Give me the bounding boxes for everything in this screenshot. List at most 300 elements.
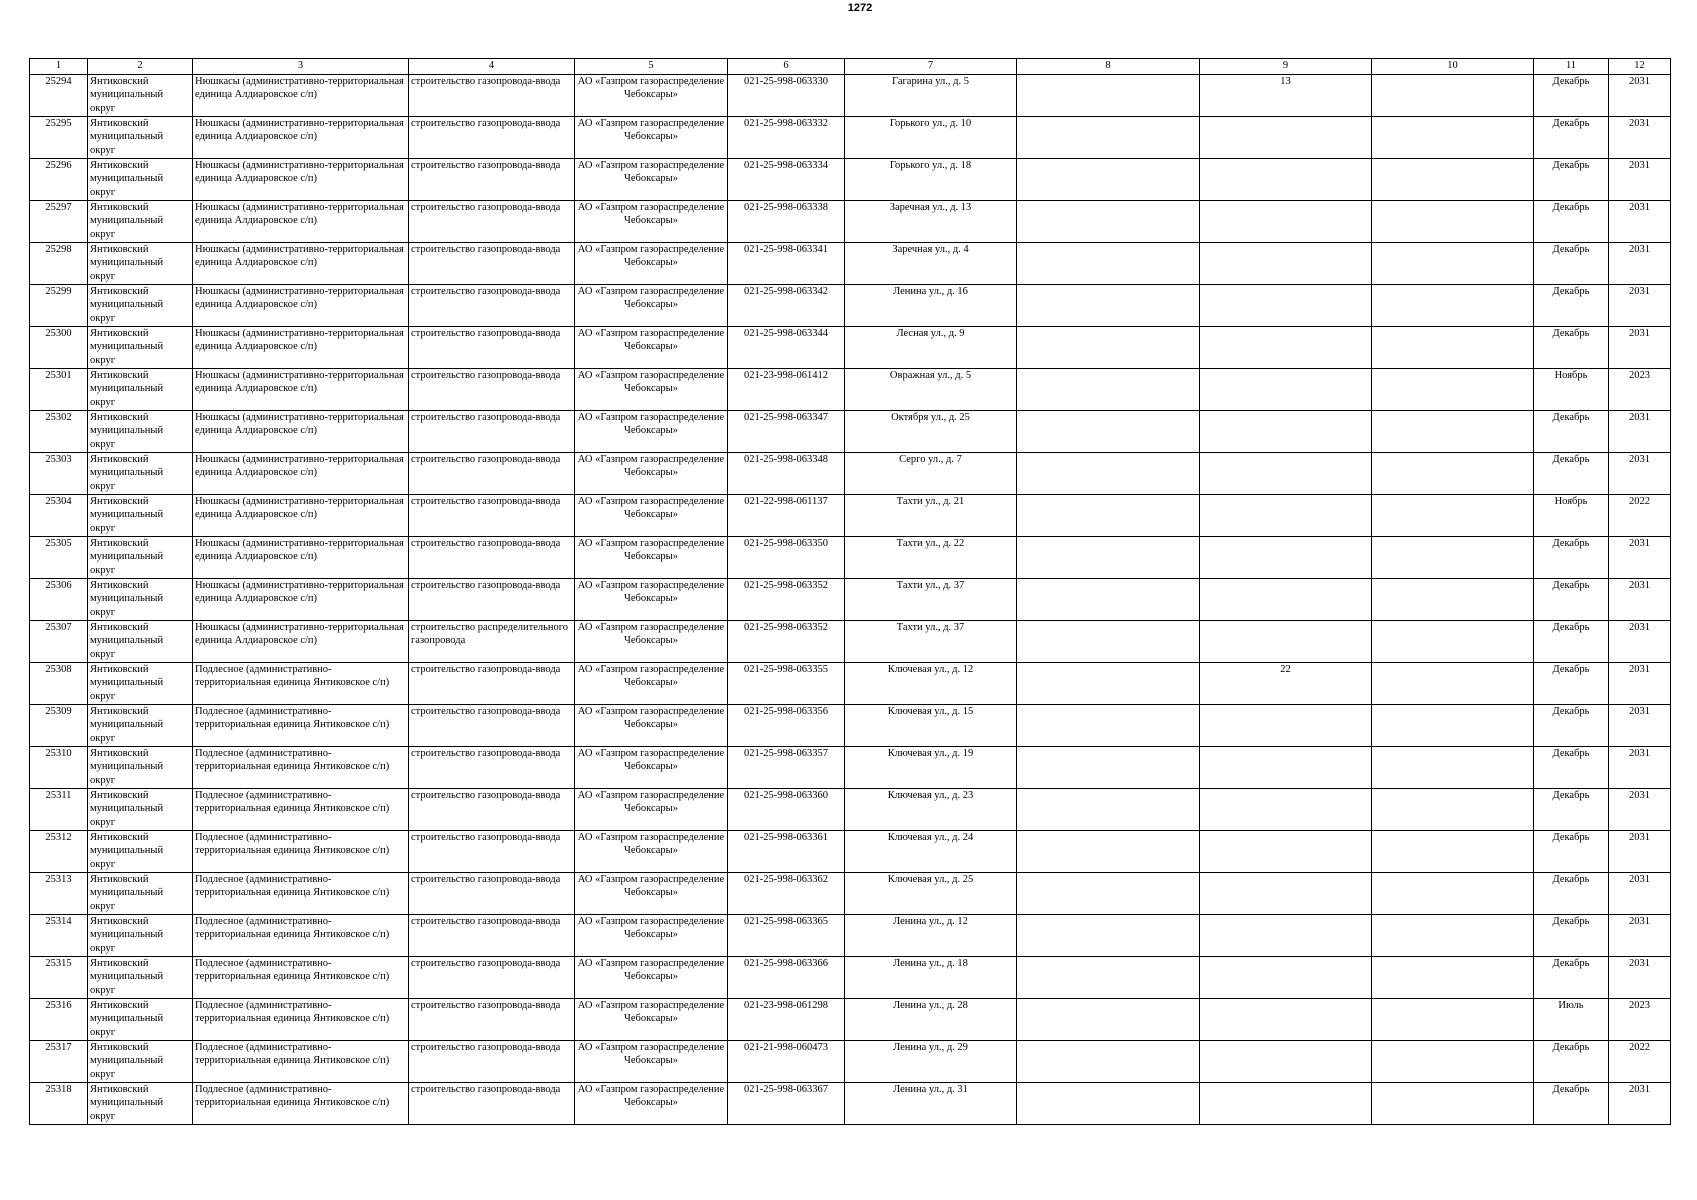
column-header: 5 bbox=[575, 59, 728, 75]
month-cell: Декабрь bbox=[1534, 663, 1609, 705]
month-cell: Июль bbox=[1534, 999, 1609, 1041]
address-cell: Тахти ул., д. 22 bbox=[845, 537, 1017, 579]
address-cell: Ключевая ул., д. 15 bbox=[845, 705, 1017, 747]
organization-cell: АО «Газпром газораспределение Чебоксары» bbox=[575, 621, 728, 663]
locality-cell: Нюшкасы (административно-территориальная единица Алдиаровское с/п) bbox=[193, 495, 409, 537]
month-cell: Декабрь bbox=[1534, 201, 1609, 243]
object-code-cell: 021-25-998-063342 bbox=[728, 285, 845, 327]
column-9-cell bbox=[1200, 411, 1372, 453]
record-number-cell: 25313 bbox=[30, 873, 88, 915]
record-number-cell: 25299 bbox=[30, 285, 88, 327]
locality-cell: Нюшкасы (административно-территориальная единица Алдиаровское с/п) bbox=[193, 327, 409, 369]
month-cell: Декабрь bbox=[1534, 915, 1609, 957]
district-cell: Янтиковский муниципальный округ bbox=[88, 75, 193, 117]
organization-cell: АО «Газпром газораспределение Чебоксары» bbox=[575, 873, 728, 915]
table-row bbox=[30, 831, 1671, 873]
column-10-cell bbox=[1372, 537, 1534, 579]
organization-cell: АО «Газпром газораспределение Чебоксары» bbox=[575, 579, 728, 621]
work-type-cell: строительство газопровода-ввода bbox=[409, 579, 575, 621]
record-number-cell: 25309 bbox=[30, 705, 88, 747]
district-cell: Янтиковский муниципальный округ bbox=[88, 915, 193, 957]
organization-cell: АО «Газпром газораспределение Чебоксары» bbox=[575, 999, 728, 1041]
locality-cell: Нюшкасы (административно-территориальная единица Алдиаровское с/п) bbox=[193, 285, 409, 327]
object-code-cell: 021-25-998-063362 bbox=[728, 873, 845, 915]
column-8-cell bbox=[1017, 747, 1200, 789]
object-code-cell: 021-25-998-063357 bbox=[728, 747, 845, 789]
year-cell: 2031 bbox=[1609, 831, 1671, 873]
column-9-cell bbox=[1200, 201, 1372, 243]
district-cell: Янтиковский муниципальный округ bbox=[88, 411, 193, 453]
column-10-cell bbox=[1372, 243, 1534, 285]
record-number-cell: 25317 bbox=[30, 1041, 88, 1083]
column-9-cell bbox=[1200, 747, 1372, 789]
month-cell: Декабрь bbox=[1534, 537, 1609, 579]
column-8-cell bbox=[1017, 663, 1200, 705]
column-9-cell bbox=[1200, 1083, 1372, 1125]
object-code-cell: 021-25-998-063356 bbox=[728, 705, 845, 747]
column-8-cell bbox=[1017, 705, 1200, 747]
district-cell: Янтиковский муниципальный округ bbox=[88, 705, 193, 747]
year-cell: 2023 bbox=[1609, 999, 1671, 1041]
column-9-cell bbox=[1200, 1041, 1372, 1083]
address-cell: Заречная ул., д. 4 bbox=[845, 243, 1017, 285]
column-9-cell bbox=[1200, 327, 1372, 369]
column-8-cell bbox=[1017, 201, 1200, 243]
work-type-cell: строительство газопровода-ввода bbox=[409, 537, 575, 579]
column-8-cell bbox=[1017, 915, 1200, 957]
column-8-cell bbox=[1017, 1041, 1200, 1083]
locality-cell: Подлесное (административно-территориальная единица Янтиковское с/п) bbox=[193, 789, 409, 831]
work-type-cell: строительство распределительного газопровода bbox=[409, 621, 575, 663]
table-row bbox=[30, 411, 1671, 453]
column-9-cell bbox=[1200, 159, 1372, 201]
column-8-cell bbox=[1017, 537, 1200, 579]
district-cell: Янтиковский муниципальный округ bbox=[88, 873, 193, 915]
organization-cell: АО «Газпром газораспределение Чебоксары» bbox=[575, 75, 728, 117]
object-code-cell: 021-25-998-063350 bbox=[728, 537, 845, 579]
organization-cell: АО «Газпром газораспределение Чебоксары» bbox=[575, 369, 728, 411]
record-number-cell: 25310 bbox=[30, 747, 88, 789]
column-10-cell bbox=[1372, 663, 1534, 705]
column-10-cell bbox=[1372, 327, 1534, 369]
column-9-cell: 22 bbox=[1200, 663, 1372, 705]
address-cell: Ленина ул., д. 16 bbox=[845, 285, 1017, 327]
organization-cell: АО «Газпром газораспределение Чебоксары» bbox=[575, 453, 728, 495]
district-cell: Янтиковский муниципальный округ bbox=[88, 285, 193, 327]
address-cell: Горького ул., д. 10 bbox=[845, 117, 1017, 159]
object-code-cell: 021-25-998-063334 bbox=[728, 159, 845, 201]
work-type-cell: строительство газопровода-ввода bbox=[409, 327, 575, 369]
year-cell: 2031 bbox=[1609, 663, 1671, 705]
table-row bbox=[30, 75, 1671, 117]
month-cell: Декабрь bbox=[1534, 243, 1609, 285]
record-number-cell: 25300 bbox=[30, 327, 88, 369]
work-type-cell: строительство газопровода-ввода bbox=[409, 75, 575, 117]
table-row bbox=[30, 1083, 1671, 1125]
record-number-cell: 25314 bbox=[30, 915, 88, 957]
object-code-cell: 021-23-998-061412 bbox=[728, 369, 845, 411]
locality-cell: Нюшкасы (административно-территориальная единица Алдиаровское с/п) bbox=[193, 579, 409, 621]
object-code-cell: 021-25-998-063352 bbox=[728, 621, 845, 663]
work-type-cell: строительство газопровода-ввода bbox=[409, 789, 575, 831]
address-cell: Ключевая ул., д. 23 bbox=[845, 789, 1017, 831]
table-row bbox=[30, 579, 1671, 621]
column-9-cell bbox=[1200, 873, 1372, 915]
month-cell: Декабрь bbox=[1534, 873, 1609, 915]
locality-cell: Подлесное (административно-территориальная единица Янтиковское с/п) bbox=[193, 1083, 409, 1125]
locality-cell: Нюшкасы (административно-территориальная единица Алдиаровское с/п) bbox=[193, 201, 409, 243]
year-cell: 2023 bbox=[1609, 369, 1671, 411]
address-cell: Ключевая ул., д. 12 bbox=[845, 663, 1017, 705]
year-cell: 2031 bbox=[1609, 243, 1671, 285]
column-9-cell bbox=[1200, 789, 1372, 831]
column-10-cell bbox=[1372, 75, 1534, 117]
address-cell: Тахти ул., д. 37 bbox=[845, 621, 1017, 663]
work-type-cell: строительство газопровода-ввода bbox=[409, 873, 575, 915]
year-cell: 2031 bbox=[1609, 285, 1671, 327]
month-cell: Декабрь bbox=[1534, 159, 1609, 201]
address-cell: Ленина ул., д. 29 bbox=[845, 1041, 1017, 1083]
work-type-cell: строительство газопровода-ввода bbox=[409, 663, 575, 705]
column-10-cell bbox=[1372, 621, 1534, 663]
gasification-table bbox=[29, 58, 1671, 1125]
month-cell: Декабрь bbox=[1534, 831, 1609, 873]
district-cell: Янтиковский муниципальный округ bbox=[88, 243, 193, 285]
address-cell: Ленина ул., д. 28 bbox=[845, 999, 1017, 1041]
address-cell: Тахти ул., д. 21 bbox=[845, 495, 1017, 537]
column-9-cell bbox=[1200, 537, 1372, 579]
object-code-cell: 021-25-998-063355 bbox=[728, 663, 845, 705]
column-10-cell bbox=[1372, 1083, 1534, 1125]
address-cell: Ключевая ул., д. 19 bbox=[845, 747, 1017, 789]
work-type-cell: строительство газопровода-ввода bbox=[409, 495, 575, 537]
locality-cell: Подлесное (административно-территориальная единица Янтиковское с/п) bbox=[193, 873, 409, 915]
year-cell: 2031 bbox=[1609, 579, 1671, 621]
column-10-cell bbox=[1372, 1041, 1534, 1083]
month-cell: Декабрь bbox=[1534, 789, 1609, 831]
address-cell: Овражная ул., д. 5 bbox=[845, 369, 1017, 411]
column-10-cell bbox=[1372, 831, 1534, 873]
record-number-cell: 25302 bbox=[30, 411, 88, 453]
locality-cell: Подлесное (административно-территориальная единица Янтиковское с/п) bbox=[193, 705, 409, 747]
object-code-cell: 021-25-998-063344 bbox=[728, 327, 845, 369]
address-cell: Гагарина ул., д. 5 bbox=[845, 75, 1017, 117]
organization-cell: АО «Газпром газораспределение Чебоксары» bbox=[575, 327, 728, 369]
column-8-cell bbox=[1017, 999, 1200, 1041]
column-10-cell bbox=[1372, 117, 1534, 159]
locality-cell: Нюшкасы (административно-территориальная единица Алдиаровское с/п) bbox=[193, 75, 409, 117]
address-cell: Ключевая ул., д. 24 bbox=[845, 831, 1017, 873]
record-number-cell: 25306 bbox=[30, 579, 88, 621]
column-8-cell bbox=[1017, 789, 1200, 831]
year-cell: 2031 bbox=[1609, 705, 1671, 747]
column-9-cell bbox=[1200, 621, 1372, 663]
record-number-cell: 25297 bbox=[30, 201, 88, 243]
work-type-cell: строительство газопровода-ввода bbox=[409, 453, 575, 495]
column-8-cell bbox=[1017, 495, 1200, 537]
column-9-cell bbox=[1200, 957, 1372, 999]
column-8-cell bbox=[1017, 411, 1200, 453]
table-row bbox=[30, 453, 1671, 495]
month-cell: Декабрь bbox=[1534, 75, 1609, 117]
locality-cell: Нюшкасы (административно-территориальная единица Алдиаровское с/п) bbox=[193, 453, 409, 495]
organization-cell: АО «Газпром газораспределение Чебоксары» bbox=[575, 831, 728, 873]
table-row bbox=[30, 159, 1671, 201]
year-cell: 2031 bbox=[1609, 201, 1671, 243]
column-9-cell bbox=[1200, 495, 1372, 537]
work-type-cell: строительство газопровода-ввода bbox=[409, 1083, 575, 1125]
table-row bbox=[30, 117, 1671, 159]
column-10-cell bbox=[1372, 957, 1534, 999]
table-row bbox=[30, 369, 1671, 411]
column-header: 10 bbox=[1372, 59, 1534, 75]
object-code-cell: 021-22-998-061137 bbox=[728, 495, 845, 537]
district-cell: Янтиковский муниципальный округ bbox=[88, 999, 193, 1041]
column-8-cell bbox=[1017, 75, 1200, 117]
record-number-cell: 25298 bbox=[30, 243, 88, 285]
record-number-cell: 25301 bbox=[30, 369, 88, 411]
object-code-cell: 021-23-998-061298 bbox=[728, 999, 845, 1041]
organization-cell: АО «Газпром газораспределение Чебоксары» bbox=[575, 663, 728, 705]
column-10-cell bbox=[1372, 159, 1534, 201]
table-row bbox=[30, 327, 1671, 369]
column-header: 4 bbox=[409, 59, 575, 75]
object-code-cell: 021-25-998-063366 bbox=[728, 957, 845, 999]
locality-cell: Нюшкасы (административно-территориальная единица Алдиаровское с/п) bbox=[193, 537, 409, 579]
table-row bbox=[30, 789, 1671, 831]
column-8-cell bbox=[1017, 1083, 1200, 1125]
column-8-cell bbox=[1017, 957, 1200, 999]
organization-cell: АО «Газпром газораспределение Чебоксары» bbox=[575, 411, 728, 453]
district-cell: Янтиковский муниципальный округ bbox=[88, 957, 193, 999]
month-cell: Декабрь bbox=[1534, 117, 1609, 159]
district-cell: Янтиковский муниципальный округ bbox=[88, 663, 193, 705]
month-cell: Декабрь bbox=[1534, 621, 1609, 663]
year-cell: 2022 bbox=[1609, 1041, 1671, 1083]
work-type-cell: строительство газопровода-ввода bbox=[409, 957, 575, 999]
column-8-cell bbox=[1017, 285, 1200, 327]
column-10-cell bbox=[1372, 915, 1534, 957]
work-type-cell: строительство газопровода-ввода bbox=[409, 999, 575, 1041]
column-header: 12 bbox=[1609, 59, 1671, 75]
year-cell: 2031 bbox=[1609, 789, 1671, 831]
column-header: 2 bbox=[88, 59, 193, 75]
district-cell: Янтиковский муниципальный округ bbox=[88, 369, 193, 411]
month-cell: Декабрь bbox=[1534, 327, 1609, 369]
work-type-cell: строительство газопровода-ввода bbox=[409, 1041, 575, 1083]
table-row bbox=[30, 663, 1671, 705]
object-code-cell: 021-25-998-063352 bbox=[728, 579, 845, 621]
record-number-cell: 25305 bbox=[30, 537, 88, 579]
district-cell: Янтиковский муниципальный округ bbox=[88, 1041, 193, 1083]
organization-cell: АО «Газпром газораспределение Чебоксары» bbox=[575, 201, 728, 243]
address-cell: Ленина ул., д. 18 bbox=[845, 957, 1017, 999]
organization-cell: АО «Газпром газораспределение Чебоксары» bbox=[575, 159, 728, 201]
locality-cell: Подлесное (административно-территориальная единица Янтиковское с/п) bbox=[193, 663, 409, 705]
organization-cell: АО «Газпром газораспределение Чебоксары» bbox=[575, 915, 728, 957]
month-cell: Декабрь bbox=[1534, 285, 1609, 327]
table-row bbox=[30, 243, 1671, 285]
work-type-cell: строительство газопровода-ввода bbox=[409, 117, 575, 159]
organization-cell: АО «Газпром газораспределение Чебоксары» bbox=[575, 117, 728, 159]
district-cell: Янтиковский муниципальный округ bbox=[88, 747, 193, 789]
work-type-cell: строительство газопровода-ввода bbox=[409, 159, 575, 201]
object-code-cell: 021-25-998-063338 bbox=[728, 201, 845, 243]
object-code-cell: 021-25-998-063361 bbox=[728, 831, 845, 873]
locality-cell: Нюшкасы (административно-территориальная единица Алдиаровское с/п) bbox=[193, 243, 409, 285]
table-row bbox=[30, 495, 1671, 537]
locality-cell: Подлесное (административно-территориальная единица Янтиковское с/п) bbox=[193, 915, 409, 957]
object-code-cell: 021-25-998-063365 bbox=[728, 915, 845, 957]
table-row bbox=[30, 957, 1671, 999]
address-cell: Лесная ул., д. 9 bbox=[845, 327, 1017, 369]
column-header: 1 bbox=[30, 59, 88, 75]
address-cell: Ленина ул., д. 31 bbox=[845, 1083, 1017, 1125]
table-row bbox=[30, 537, 1671, 579]
column-9-cell bbox=[1200, 453, 1372, 495]
month-cell: Декабрь bbox=[1534, 579, 1609, 621]
address-cell: Октября ул., д. 25 bbox=[845, 411, 1017, 453]
header-row bbox=[30, 59, 1671, 75]
organization-cell: АО «Газпром газораспределение Чебоксары» bbox=[575, 789, 728, 831]
page-number: 1272 bbox=[847, 2, 873, 14]
record-number-cell: 25307 bbox=[30, 621, 88, 663]
work-type-cell: строительство газопровода-ввода bbox=[409, 705, 575, 747]
object-code-cell: 021-25-998-063341 bbox=[728, 243, 845, 285]
column-8-cell bbox=[1017, 831, 1200, 873]
column-10-cell bbox=[1372, 789, 1534, 831]
column-9-cell bbox=[1200, 999, 1372, 1041]
column-9-cell bbox=[1200, 117, 1372, 159]
month-cell: Декабрь bbox=[1534, 957, 1609, 999]
column-8-cell bbox=[1017, 327, 1200, 369]
month-cell: Декабрь bbox=[1534, 705, 1609, 747]
object-code-cell: 021-25-998-063330 bbox=[728, 75, 845, 117]
organization-cell: АО «Газпром газораспределение Чебоксары» bbox=[575, 243, 728, 285]
month-cell: Декабрь bbox=[1534, 1041, 1609, 1083]
column-10-cell bbox=[1372, 579, 1534, 621]
record-number-cell: 25312 bbox=[30, 831, 88, 873]
column-9-cell bbox=[1200, 915, 1372, 957]
column-9-cell bbox=[1200, 579, 1372, 621]
organization-cell: АО «Газпром газораспределение Чебоксары» bbox=[575, 1083, 728, 1125]
column-8-cell bbox=[1017, 873, 1200, 915]
address-cell: Серго ул., д. 7 bbox=[845, 453, 1017, 495]
column-8-cell bbox=[1017, 621, 1200, 663]
year-cell: 2031 bbox=[1609, 117, 1671, 159]
address-cell: Ключевая ул., д. 25 bbox=[845, 873, 1017, 915]
work-type-cell: строительство газопровода-ввода bbox=[409, 747, 575, 789]
district-cell: Янтиковский муниципальный округ bbox=[88, 579, 193, 621]
locality-cell: Нюшкасы (административно-территориальная единица Алдиаровское с/п) bbox=[193, 621, 409, 663]
district-cell: Янтиковский муниципальный округ bbox=[88, 1083, 193, 1125]
column-header: 11 bbox=[1534, 59, 1609, 75]
organization-cell: АО «Газпром газораспределение Чебоксары» bbox=[575, 495, 728, 537]
column-10-cell bbox=[1372, 411, 1534, 453]
record-number-cell: 25316 bbox=[30, 999, 88, 1041]
organization-cell: АО «Газпром газораспределение Чебоксары» bbox=[575, 957, 728, 999]
address-cell: Горького ул., д. 18 bbox=[845, 159, 1017, 201]
column-header: 8 bbox=[1017, 59, 1200, 75]
locality-cell: Нюшкасы (административно-территориальная единица Алдиаровское с/п) bbox=[193, 411, 409, 453]
table-body bbox=[30, 75, 1671, 1125]
year-cell: 2031 bbox=[1609, 747, 1671, 789]
month-cell: Декабрь bbox=[1534, 747, 1609, 789]
table-row bbox=[30, 915, 1671, 957]
work-type-cell: строительство газопровода-ввода bbox=[409, 915, 575, 957]
district-cell: Янтиковский муниципальный округ bbox=[88, 201, 193, 243]
column-9-cell bbox=[1200, 369, 1372, 411]
object-code-cell: 021-21-998-060473 bbox=[728, 1041, 845, 1083]
work-type-cell: строительство газопровода-ввода bbox=[409, 243, 575, 285]
organization-cell: АО «Газпром газораспределение Чебоксары» bbox=[575, 705, 728, 747]
column-header: 6 bbox=[728, 59, 845, 75]
column-10-cell bbox=[1372, 453, 1534, 495]
column-8-cell bbox=[1017, 159, 1200, 201]
column-header: 9 bbox=[1200, 59, 1372, 75]
year-cell: 2031 bbox=[1609, 411, 1671, 453]
district-cell: Янтиковский муниципальный округ bbox=[88, 495, 193, 537]
record-number-cell: 25294 bbox=[30, 75, 88, 117]
column-10-cell bbox=[1372, 705, 1534, 747]
year-cell: 2031 bbox=[1609, 327, 1671, 369]
address-cell: Тахти ул., д. 37 bbox=[845, 579, 1017, 621]
table-row bbox=[30, 201, 1671, 243]
organization-cell: АО «Газпром газораспределение Чебоксары» bbox=[575, 285, 728, 327]
column-10-cell bbox=[1372, 495, 1534, 537]
column-10-cell bbox=[1372, 747, 1534, 789]
year-cell: 2031 bbox=[1609, 537, 1671, 579]
year-cell: 2031 bbox=[1609, 75, 1671, 117]
year-cell: 2031 bbox=[1609, 453, 1671, 495]
district-cell: Янтиковский муниципальный округ bbox=[88, 453, 193, 495]
table-row bbox=[30, 285, 1671, 327]
record-number-cell: 25304 bbox=[30, 495, 88, 537]
district-cell: Янтиковский муниципальный округ bbox=[88, 831, 193, 873]
column-8-cell bbox=[1017, 579, 1200, 621]
column-9-cell: 13 bbox=[1200, 75, 1372, 117]
column-10-cell bbox=[1372, 369, 1534, 411]
year-cell: 2031 bbox=[1609, 1083, 1671, 1125]
work-type-cell: строительство газопровода-ввода bbox=[409, 369, 575, 411]
work-type-cell: строительство газопровода-ввода bbox=[409, 831, 575, 873]
object-code-cell: 021-25-998-063367 bbox=[728, 1083, 845, 1125]
locality-cell: Нюшкасы (административно-территориальная единица Алдиаровское с/п) bbox=[193, 117, 409, 159]
district-cell: Янтиковский муниципальный округ bbox=[88, 159, 193, 201]
object-code-cell: 021-25-998-063360 bbox=[728, 789, 845, 831]
locality-cell: Нюшкасы (административно-территориальная единица Алдиаровское с/п) bbox=[193, 369, 409, 411]
locality-cell: Подлесное (административно-территориальная единица Янтиковское с/п) bbox=[193, 957, 409, 999]
organization-cell: АО «Газпром газораспределение Чебоксары» bbox=[575, 1041, 728, 1083]
district-cell: Янтиковский муниципальный округ bbox=[88, 327, 193, 369]
address-cell: Заречная ул., д. 13 bbox=[845, 201, 1017, 243]
locality-cell: Подлесное (административно-территориальная единица Янтиковское с/п) bbox=[193, 1041, 409, 1083]
year-cell: 2022 bbox=[1609, 495, 1671, 537]
locality-cell: Подлесное (административно-территориальная единица Янтиковское с/п) bbox=[193, 999, 409, 1041]
locality-cell: Подлесное (административно-территориальная единица Янтиковское с/п) bbox=[193, 831, 409, 873]
column-9-cell bbox=[1200, 705, 1372, 747]
record-number-cell: 25311 bbox=[30, 789, 88, 831]
column-10-cell bbox=[1372, 201, 1534, 243]
column-header: 7 bbox=[845, 59, 1017, 75]
month-cell: Ноябрь bbox=[1534, 495, 1609, 537]
locality-cell: Подлесное (административно-территориальная единица Янтиковское с/п) bbox=[193, 747, 409, 789]
table-row bbox=[30, 1041, 1671, 1083]
locality-cell: Нюшкасы (административно-территориальная единица Алдиаровское с/п) bbox=[193, 159, 409, 201]
month-cell: Ноябрь bbox=[1534, 369, 1609, 411]
year-cell: 2031 bbox=[1609, 873, 1671, 915]
district-cell: Янтиковский муниципальный округ bbox=[88, 117, 193, 159]
